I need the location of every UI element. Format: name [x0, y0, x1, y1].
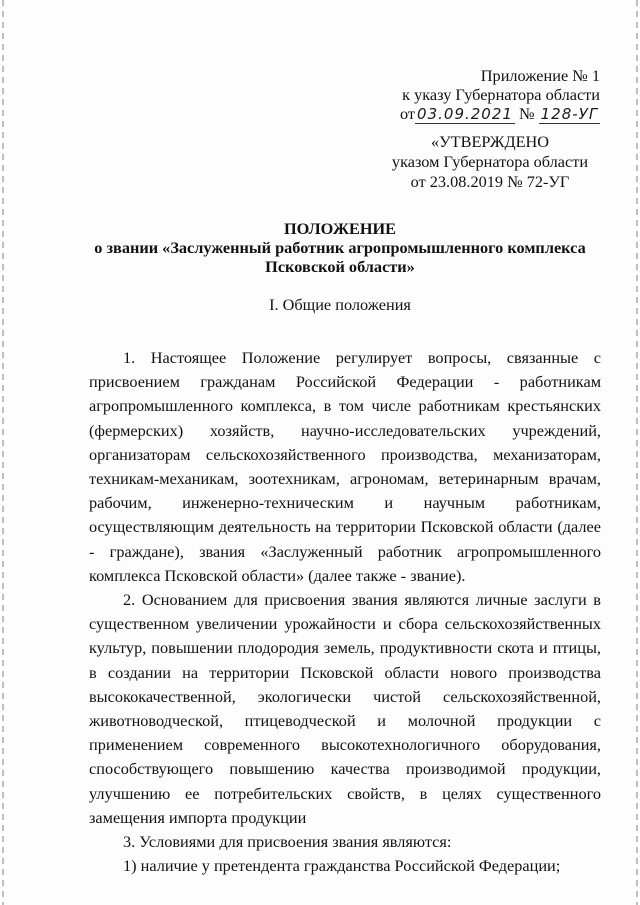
paragraph-3: 3. Условиями для присвоения звания являются:: [123, 832, 452, 852]
approved-label: «УТВЕРЖДЕНО: [430, 132, 550, 151]
handwritten-number: 128-УГ: [540, 105, 599, 123]
approved-by: указом Губернатора области: [391, 152, 589, 171]
appendix-number-prefix: №: [519, 104, 535, 123]
appendix-date-line: [400, 104, 600, 124]
approval-stamp-text: [380, 132, 600, 192]
document-title: [40, 219, 640, 276]
document-body: [89, 346, 601, 878]
paragraph-2: 2. Основанием для присвоения звания являются личные заслуги в существенном увеличении урожайности и сбора сельскохозяйственных культур, повышении плодородия земель, продуктивности скота и птицы, в создании на территории Псковской области нового производства высококачественной, экологически чистой сельскохозяйственной, животноводческой, птицеводческой и молочной продукции с применением современного высокотехнологичного оборудования, способствующего повышению качества производимой продукции, улучшению ее потребительских свойств, в целях существенного замещения импорта продукции: [89, 590, 601, 827]
title-line-1: ПОЛОЖЕНИЕ: [283, 219, 397, 238]
appendix-title: Приложение № 1: [480, 66, 600, 85]
scan-edge-left: [2, 0, 4, 905]
title-line-2: о звании «Заслуженный работник агропромышленного комплекса: [94, 238, 586, 257]
paragraph-1: 1. Настоящее Положение регулирует вопросы, связанные с присвоением гражданам Российской Федерации - работникам агропромышленного комплекса, в том числе работникам крестьянских (фермерских) хозяйств, научно-исследовательских учреждений, организаторам сельскохозяйственного производства, механизаторам, техникам-механикам, зоотехникам, агрономам, ветеринарным врачам, рабочим, инженерно-техническим и научным работникам, осуществляющим деятельность на территории Псковской области (далее - граждане), звания «Заслуженный работник агропромышленного комплекса Псковской области» (далее также - звание).: [89, 348, 601, 585]
paragraph-4: 1) наличие у претендента гражданства Российской Федерации;: [123, 856, 561, 876]
approved-date: от 23.08.2019 № 72-УГ: [410, 172, 570, 191]
handwritten-date: 03.09.2021: [417, 105, 513, 123]
appendix-date-prefix: от: [400, 104, 416, 123]
section-heading: I. Общие положения: [269, 295, 411, 314]
scan-edge-right: [636, 0, 638, 905]
title-line-3: Псковской области»: [265, 257, 415, 276]
appendix-header: [400, 66, 600, 124]
appendix-decree-ref: к указу Губернатора области: [402, 85, 600, 104]
